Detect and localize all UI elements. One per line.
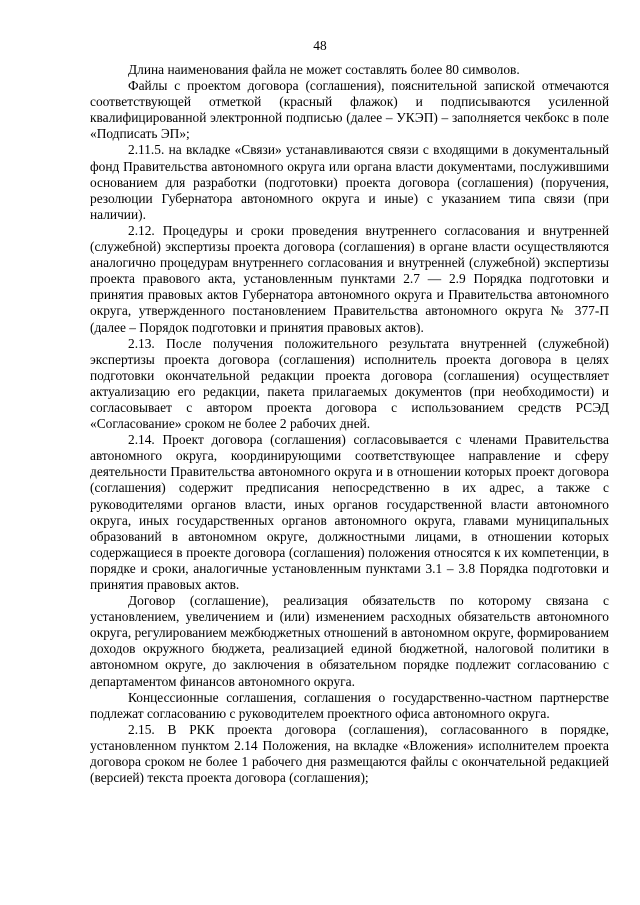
document-body xyxy=(90,62,609,786)
paragraph-signature-files: Файлы с проектом договора (соглашения), пояснительной запиской отмечаются соответствующей отметкой (красный флажок) и подписываются усиленной квалифицированной электронной подписью (далее – УКЭП) – заполняется чекбокс в поле «Подписать ЭП»; xyxy=(90,78,609,142)
paragraph-file-name-length: Длина наименования файла не может составлять более 80 символов. xyxy=(128,62,520,77)
paragraph-2-15: 2.15. В РКК проекта договора (соглашения), согласованного в порядке, установленном пунктом 2.14 Положения, на вкладке «Вложения» исполнителем проекта договора сроком не более 1 рабочего дня размещаются файлы с окончательной редакцией (версией) текста проекта договора (соглашения); xyxy=(90,721,609,786)
paragraph-2-12: 2.12. Процедуры и сроки проведения внутреннего согласования и внутренней (служебной) экспертизы проекта договора (соглашения) в органе власти осуществляются аналогично процедурам внутреннего согласования и внутренней (служебной) экспертизы проекта правового акта, установленным пунктами 2.7 — 2.9 Порядка подготовки и принятия правовых актов Губернатора автономного округа и Правительства автономного округа, утвержденного постановлением Правительства автономного округа № 377-П (далее – Порядок подготовки и принятия правовых актов). xyxy=(90,222,609,335)
page-number: 48 xyxy=(313,38,327,53)
paragraph-concession-agreements: Концессионные соглашения, соглашения о государственно-частном партнерстве подлежат согласованию с руководителем проектного офиса автономного округа. xyxy=(90,689,609,721)
paragraph-finance-agreement: Договор (соглашение), реализация обязательств по которому связана с установлением, увеличением и (или) изменением расходных обязательств автономного округа, регулированием межбюджетных отношений в автономном округе, формированием доходов окружного бюджета, реализацией единой бюджетной, налоговой политики в автономном округе, до заключения в обязательном порядке подлежит согласованию с департаментом финансов автономного округа. xyxy=(90,593,609,689)
paragraph-2-14: 2.14. Проект договора (соглашения) согласовывается с членами Правительства автономного округа, координирующими соответствующее направление и сферу деятельности Правительства автономного округа и в отношении которых проект договора (соглашения) содержит предписания непосредственно в их адрес, а также с руководителями органов власти, иных органов государственной власти автономного округа, иных государственных органов автономного округа, главами муниципальных образований в автономном округе, должностными лицами, в отношении которых содержащиеся в проекте договора (соглашения) положения относятся к их компетенции, в порядке и сроки, аналогичные установленным пунктами 3.1 – 3.8 Порядка подготовки и принятия правовых актов. xyxy=(90,432,609,592)
paragraph-2-11-5: 2.11.5. на вкладке «Связи» устанавливаются связи с входящими в документальный фонд Правительства автономного округа или органа власти документами, послужившими основанием для разработки (подготовки) проекта договора (соглашения) (поручения, резолюции Губернатора автономного округа и иные) с указанием типа связи (при наличии). xyxy=(90,142,609,222)
paragraph-2-13: 2.13. После получения положительного результата внутренней (служебной) экспертизы проекта договора (соглашения) исполнитель проекта договора в целях подготовки окончательной редакции проекта договора (соглашения) осуществляет актуализацию его редакции, пакета прилагаемых документов (при необходимости) и согласовывает с автором проекта договора с использованием средств РСЭД «Согласование» сроком не более 2 рабочих дней. xyxy=(90,335,609,432)
